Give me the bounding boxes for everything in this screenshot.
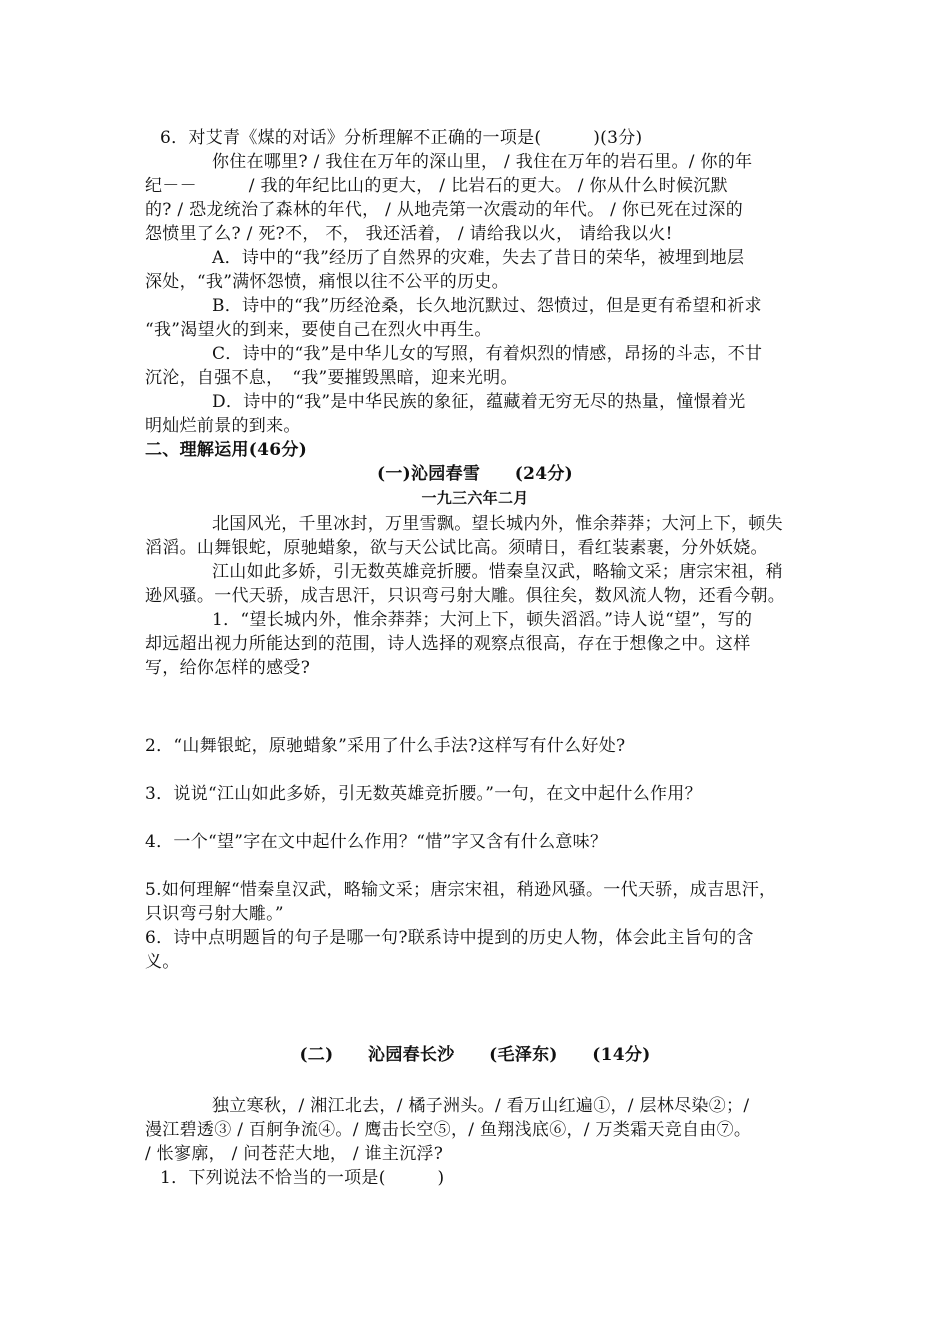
option-b-line-2: “我”渴望火的到来，要使自己在烈火中再生。	[145, 320, 492, 340]
part-1-question-2: 2．“山舞银蛇，原驰蜡象”采用了什么手法?这样写有什么好处?	[145, 736, 626, 756]
part-1-text-line-1: 北国风光，千里冰封，万里雪飘。望长城内外，惟余莽莽；大河上下，顿失	[212, 514, 783, 534]
part-2-question-1: 1．下列说法不恰当的一项是( )	[160, 1168, 445, 1188]
part-1-question-6-line-1: 6．诗中点明题旨的句子是哪一句?联系诗中提到的历史人物，体会此主旨句的含	[145, 928, 754, 948]
part-1-title: (一)沁园春雪 (24分)	[376, 464, 574, 484]
poem-line-3: 的? / 恐龙统治了森林的年代， / 从地壳第一次震动的年代。 / 你已死在过深的	[145, 200, 744, 220]
part-2-title: (二) 沁园春长沙 (毛泽东) (14分)	[299, 1045, 651, 1065]
part-2-text-line-3: / 怅寥廓， / 问苍茫大地， / 谁主沉浮?	[145, 1144, 444, 1164]
part-1-question-1-line-3: 写，给你怎样的感受?	[145, 658, 311, 678]
part-2-text-line-2: 漫江碧透③ / 百舸争流④。/ 鹰击长空⑤，/ 鱼翔浅底⑥，/ 万类霜天竞自由⑦。	[145, 1120, 752, 1140]
option-a-line-1: A．诗中的“我”经历了自然界的灾难，失去了昔日的荣华，被埋到地层	[212, 248, 745, 268]
poem-line-4: 怨愤里了么? / 死?不， 不， 我还活着， / 请给我以火， 请给我以火!	[145, 224, 673, 244]
part-1-text-line-4: 逊风骚。一代天骄，成吉思汗，只识弯弓射大雕。俱往矣，数风流人物，还看今朝。	[145, 586, 786, 606]
option-d-line-2: 明灿烂前景的到来。	[145, 416, 301, 436]
part-1-question-5-line-2: 只识弯弓射大雕。”	[145, 904, 284, 924]
part-1-question-6-line-2: 义。	[145, 952, 180, 972]
option-a-line-2: 深处，“我”满怀怨愤，痛恨以往不公平的历史。	[145, 272, 509, 292]
part-1-question-1-line-2: 却远超出视力所能达到的范围，诗人选择的观察点很高，存在于想像之中。这样	[145, 634, 751, 654]
poem-line-2: 纪－－ / 我的年纪比山的更大， / 比岩石的更大。 / 你从什么时候沉默	[145, 176, 728, 196]
option-c-line-2: 沉沦，自强不息， “我”要摧毁黑暗，迎来光明。	[145, 368, 518, 388]
question-6-heading: 6．对艾青《煤的对话》分析理解不正确的一项是( )(3分)	[160, 128, 643, 148]
part-1-question-3: 3．说说“江山如此多娇，引无数英雄竞折腰。”一句，在文中起什么作用？	[145, 784, 702, 804]
part-1-text-line-3: 江山如此多娇，引无数英雄竞折腰。惜秦皇汉武，略输文采；唐宗宋祖，稍	[212, 562, 783, 582]
part-1-question-5-line-1: 5.如何理解“惜秦皇汉武，略输文采；唐宗宋祖，稍逊风骚。一代天骄，成吉思汗，	[145, 880, 777, 900]
section-2-heading: 二、理解运用(46分)	[145, 440, 308, 460]
poem-line-1: 你住在哪里? / 我住在万年的深山里， / 我住在万年的岩石里。/ 你的年	[212, 152, 753, 172]
part-2-text-line-1: 独立寒秋，/ 湘江北去，/ 橘子洲头。/ 看万山红遍①，/ 层林尽染②；/	[212, 1096, 750, 1116]
part-1-question-1-line-1: 1．“望长城内外，惟余莽莽；大河上下，顿失滔滔。”诗人说“望”，写的	[212, 610, 753, 630]
part-1-question-4: 4．一个“望”字在文中起什么作用？“惜”字又含有什么意味？	[145, 832, 608, 852]
option-b-line-1: B．诗中的“我”历经沧桑，长久地沉默过、怨愤过，但是更有希望和祈求	[212, 296, 762, 316]
part-1-date: 一九三六年二月	[421, 489, 529, 507]
option-d-line-1: D．诗中的“我”是中华民族的象征，蕴藏着无穷无尽的热量，憧憬着光	[212, 392, 746, 412]
part-1-text-line-2: 滔滔。山舞银蛇，原驰蜡象，欲与天公试比高。须晴日，看红装素裹，分外妖娆。	[145, 538, 768, 558]
option-c-line-1: C．诗中的“我”是中华儿女的写照，有着炽烈的情感，昂扬的斗志，不甘	[212, 344, 763, 364]
